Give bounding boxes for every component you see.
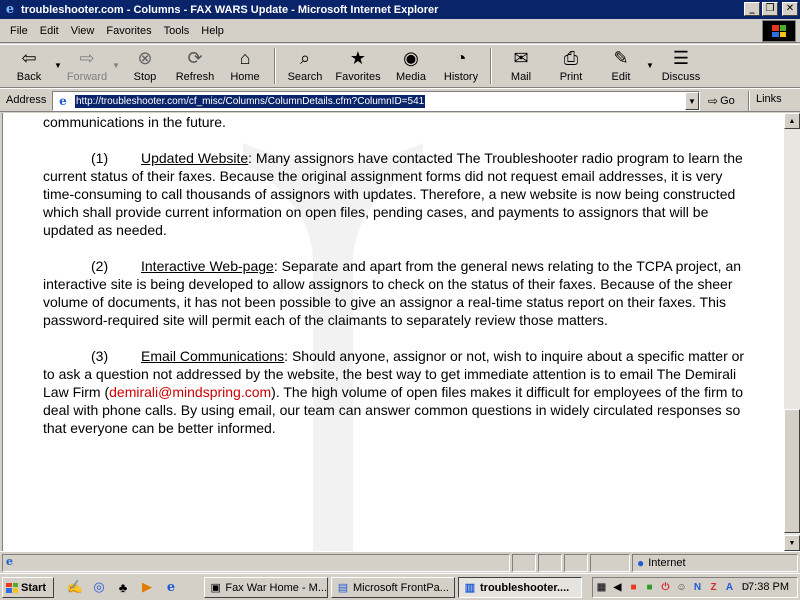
address-dropdown[interactable]: ▼ (685, 92, 699, 110)
window-icon: ▣ (210, 582, 221, 594)
ie-logo-icon: e (5, 2, 15, 17)
history-button[interactable] (436, 45, 486, 85)
back-dropdown[interactable]: ▼ (54, 60, 62, 70)
volume-icon[interactable]: ◀ (613, 582, 622, 593)
email-link[interactable]: demirali@mindspring.com (109, 384, 272, 400)
task-label: troubleshooter.... (480, 581, 570, 594)
item-heading: Interactive Web-page (141, 258, 274, 274)
mail-label: Mail (510, 71, 532, 83)
item-heading: Updated Website (141, 150, 249, 166)
address-bar (0, 88, 800, 112)
tray-app-icon[interactable]: ▦ (596, 582, 607, 593)
stop-label: Stop (133, 71, 157, 83)
media-button[interactable] (386, 45, 436, 85)
quicklaunch-explorer-icon[interactable]: ◎ (93, 579, 105, 594)
system-tray (592, 577, 798, 598)
stop-icon: ⊗ (137, 48, 153, 68)
item-email-communications (43, 347, 755, 437)
go-label: Go (720, 95, 735, 107)
edit-button[interactable] (596, 45, 646, 85)
links-separator (748, 91, 750, 111)
page-content[interactable] (2, 113, 784, 551)
zone-label: Internet (648, 557, 686, 569)
page-icon: e (59, 94, 67, 108)
menu-edit[interactable]: Edit (39, 24, 59, 37)
security-zone (632, 554, 798, 572)
edit-label: Edit (611, 71, 631, 83)
taskbar (0, 573, 800, 600)
menu-help[interactable]: Help (201, 24, 224, 37)
discuss-label: Discuss (661, 71, 701, 83)
window-title: troubleshooter.com - Columns - FAX WARS Update - Microsoft Internet Explorer (21, 3, 439, 16)
back-label: Back (16, 71, 42, 83)
start-button[interactable] (2, 577, 54, 598)
back-arrow-icon: ⇦ (21, 48, 37, 68)
frontpage-icon: ▤ (337, 582, 349, 594)
print-icon: ⎙ (563, 48, 579, 68)
refresh-label: Refresh (175, 71, 215, 83)
tray-agent-icon[interactable]: ☺ (676, 582, 687, 593)
page-status-icon: e (6, 555, 13, 568)
discuss-icon: ☰ (672, 48, 690, 68)
scroll-thumb[interactable] (784, 409, 800, 533)
task-frontpage[interactable] (331, 577, 455, 598)
edit-dropdown[interactable]: ▼ (646, 60, 654, 70)
forward-dropdown[interactable]: ▼ (112, 60, 120, 70)
forward-arrow-icon: ⇨ (79, 48, 95, 68)
tray-antivirus-icon[interactable]: A (725, 582, 734, 593)
tray-green-icon[interactable]: ■ (646, 582, 653, 593)
media-icon: ◉ (403, 48, 419, 68)
go-button[interactable] (708, 92, 735, 110)
address-input[interactable] (52, 91, 700, 111)
mail-icon: ✉ (513, 48, 529, 68)
menu-view[interactable]: View (70, 24, 95, 37)
item-text: : Many assignors have contacted The Troubleshooter radio program to learn the current status of their faxes. Because the original assignment forms did not request email addresses, it is very time-consuming to call thousands of assignors with updates. Therefore, a new website is now being constructed which shall provide current information on open files, pending cases, and payments to assignors that will be updated as needed. (43, 150, 743, 238)
item-number: (1) (91, 150, 109, 166)
home-icon: ⌂ (239, 48, 251, 68)
ie-page-icon: ▥ (464, 582, 476, 594)
favorites-icon: ★ (349, 48, 367, 68)
search-label: Search (287, 71, 323, 83)
task-fax-war-home[interactable] (204, 577, 328, 598)
address-label: Address (6, 94, 47, 106)
tray-dw-icon[interactable]: D (741, 582, 750, 593)
home-button[interactable] (220, 45, 270, 85)
toolbar-separator (274, 48, 276, 84)
item-text: ). The high volume of open files makes it difficult for employees of the firm to deal with phone calls. By using email, our team can answer common questions in widely circulated responses so that everyone can be better informed. (43, 384, 743, 436)
item-text: : Separate and apart from the general news relating to the TCPA project, an interactive site is being developed to allow assignors to check on the status of their faxes. Because of the sheer volume of documents, it has not been possible to give an assignor a real-time status report on their faxes. This password-required site will permit each of the claimants to separately review those matters. (43, 258, 742, 328)
article-body (43, 113, 755, 437)
vertical-scrollbar[interactable] (784, 113, 800, 551)
item-updated-website (43, 149, 755, 239)
back-button[interactable] (4, 45, 54, 85)
stop-button[interactable] (120, 45, 170, 85)
refresh-icon: ⟳ (187, 48, 203, 68)
status-bar (0, 551, 800, 573)
windows-flag-icon (6, 583, 18, 593)
home-label: Home (230, 71, 260, 83)
quicklaunch-network-icon[interactable]: ♣ (118, 579, 128, 595)
search-button[interactable] (280, 45, 330, 85)
menu-file[interactable]: File (10, 24, 28, 37)
status-pane (538, 554, 562, 572)
search-icon: ⌕ (299, 48, 311, 68)
forward-button[interactable] (62, 45, 112, 85)
task-label: Fax War Home - M... (225, 581, 327, 594)
go-arrow-icon: ⇨ (708, 94, 719, 108)
start-label: Start (21, 581, 47, 594)
menu-tools[interactable]: Tools (163, 24, 190, 37)
toolbar-separator (490, 48, 492, 84)
quicklaunch-media-icon[interactable]: ▶ (142, 579, 152, 594)
history-label: History (443, 71, 479, 83)
tray-network-icon[interactable]: N (693, 582, 702, 593)
item-number: (3) (91, 348, 109, 364)
windows-logo-icon (762, 20, 796, 42)
edit-icon: ✎ (613, 48, 629, 68)
tray-zonealarm-icon[interactable]: Z (710, 582, 717, 593)
print-button[interactable] (546, 45, 596, 85)
forward-label: Forward (66, 71, 108, 83)
status-pane (512, 554, 536, 572)
minimize-button[interactable]: _ (744, 2, 760, 16)
menu-bar (0, 19, 800, 43)
standard-toolbar (0, 44, 800, 88)
maximize-button[interactable]: ❐ (762, 2, 778, 16)
scroll-up-button[interactable]: ▲ (784, 113, 800, 129)
task-label: Microsoft FrontPa... (353, 581, 449, 594)
favorites-button[interactable] (330, 45, 386, 85)
scroll-down-button[interactable]: ▼ (784, 535, 800, 551)
intro-text: communications in the future. (43, 114, 226, 130)
globe-icon: ● (637, 556, 645, 570)
refresh-button[interactable] (170, 45, 220, 85)
quicklaunch-notepad-icon[interactable]: ✍ (66, 579, 84, 594)
title-bar (0, 0, 800, 19)
discuss-button[interactable] (654, 45, 708, 85)
item-interactive-webpage (43, 257, 755, 329)
item-text: : Should anyone, assignor or not, wish to inquire about a specific matter or to ask a question not addressed by the website, the best way to get immediate attention is to email The Demirali Law Firm ( (43, 348, 745, 400)
item-number: (2) (91, 258, 109, 274)
status-pane (564, 554, 588, 572)
mail-button[interactable] (496, 45, 546, 85)
item-heading: Email Communications (141, 348, 285, 364)
menu-favorites[interactable]: Favorites (106, 24, 152, 37)
media-label: Media (396, 71, 426, 83)
history-icon: ◔ (455, 48, 467, 68)
links-button[interactable]: Links (756, 93, 782, 105)
address-url[interactable]: http://troubleshooter.com/cf_misc/Columns/ColumnDetails.cfm?ColumnID=541 (76, 95, 425, 107)
close-button[interactable]: ✕ (782, 2, 798, 16)
tray-power-icon[interactable]: ⏻ (661, 582, 670, 593)
print-label: Print (559, 71, 583, 83)
favorites-label: Favorites (335, 71, 381, 83)
clock[interactable]: 7:38 PM (748, 581, 789, 593)
window-controls (744, 2, 798, 16)
status-text-pane (2, 554, 510, 572)
quicklaunch-ie-icon[interactable]: e (166, 579, 176, 595)
status-pane (590, 554, 630, 572)
tray-display-icon[interactable]: ■ (630, 582, 637, 593)
task-troubleshooter[interactable] (458, 577, 582, 598)
